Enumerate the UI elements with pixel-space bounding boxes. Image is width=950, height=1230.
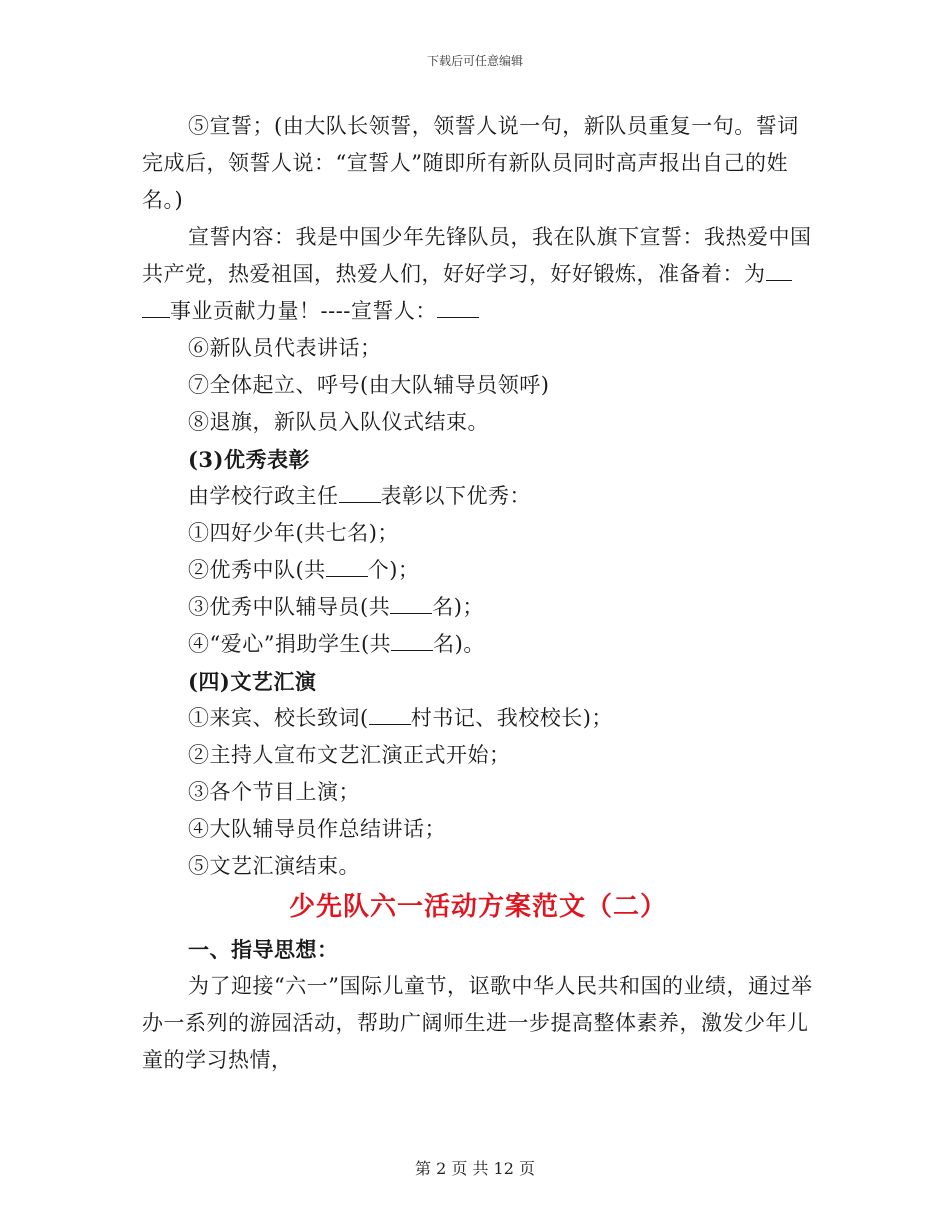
list-item: ⑦全体起立、呼号(由大队辅导员领呼) — [188, 373, 550, 397]
page-footer-number: 第 2 页 共 12 页 — [415, 1159, 535, 1178]
list-item: ⑥新队员代表讲话； — [188, 336, 382, 360]
blank-line — [390, 595, 432, 614]
blank-line — [339, 484, 381, 503]
list-item: ④大队辅导员作总结讲话； — [188, 817, 446, 841]
list-item: ⑤文艺汇演结束。 — [188, 854, 360, 878]
blank-line — [142, 299, 170, 318]
award3-text-end: 名)； — [432, 595, 484, 619]
award3-text: ③优秀中队辅导员(共 — [188, 595, 391, 619]
list-item: ③各个节目上演； — [188, 780, 360, 804]
show1-text-end: 村书记、我校校长)； — [410, 706, 613, 730]
list-item — [142, 626, 814, 663]
oath-content-paragraph — [142, 219, 814, 330]
subheading-awards: (3)优秀表彰 — [188, 447, 310, 472]
award2-text-end: 个)； — [367, 558, 420, 582]
document-body — [142, 108, 814, 1079]
award2-text: ②优秀中队(共 — [188, 558, 326, 582]
award4-text: ④“爱心”捐助学生(共 — [188, 632, 392, 656]
blank-line — [766, 262, 792, 281]
blank-line — [391, 632, 433, 651]
list-item — [142, 589, 814, 626]
blank-line — [326, 558, 368, 577]
page-header-note: 下载后可任意编辑 — [426, 54, 523, 68]
oath-text-part2: 事业贡献力量！----宣誓人： — [170, 299, 437, 323]
subheading-performance: (四)文艺汇演 — [188, 669, 317, 694]
award-intro-text-end: 表彰以下优秀： — [380, 484, 531, 508]
oath-step-paragraph: ⑤宣誓；(由大队长领誓，领誓人说一句，新队员重复一句。誓词完成后，领誓人说：“宣誓人”随即所有新队员同时高声报出自己的姓名。) — [142, 114, 799, 212]
list-item: ⑧退旗，新队员入队仪式结束。 — [188, 410, 489, 434]
list-item: ②主持人宣布文艺汇演正式开始； — [188, 743, 511, 767]
list-item — [142, 700, 814, 737]
section-title: 少先队六一活动方案范文（二） — [288, 892, 667, 922]
guide-paragraph: 为了迎接“六一”国际儿童节，讴歌中华人民共和国的业绩，通过举办一系列的游园活动，帮助广阔师生进一步提高整体素养，激发少年儿童的学习热情， — [142, 974, 813, 1072]
award-intro — [142, 478, 814, 515]
show1-text: ①来宾、校长致词( — [188, 706, 369, 730]
award-intro-text: 由学校行政主任 — [188, 484, 339, 508]
oath-text-part1: 宣誓内容：我是中国少年先锋队员，我在队旗下宣誓：我热爱中国共产党，热爱祖国，热爱人们，好好学习，好好锻炼，准备着：为 — [142, 225, 812, 286]
list-item — [142, 552, 814, 589]
blank-line — [369, 706, 411, 725]
award4-text-end: 名)。 — [433, 632, 485, 656]
guide-heading: 一、指导思想： — [188, 937, 339, 962]
list-item: ①四好少年(共七名)； — [188, 521, 399, 545]
blank-line — [437, 299, 479, 318]
